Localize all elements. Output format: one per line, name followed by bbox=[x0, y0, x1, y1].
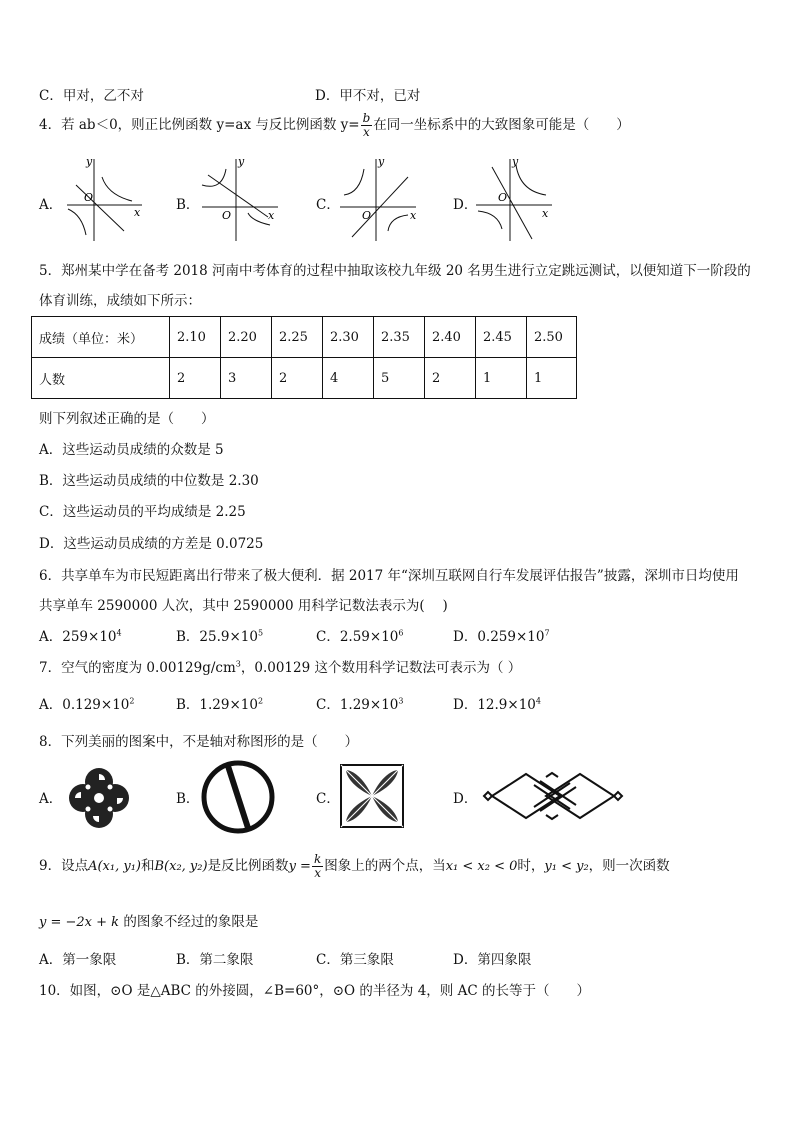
q8-option-a-label: A． bbox=[39, 791, 63, 807]
q9-text-4: 图象上的两个点，当 bbox=[324, 858, 446, 874]
q4-graph-b-origin-label: O bbox=[222, 209, 232, 222]
q4-option-d-label: D． bbox=[453, 197, 478, 213]
q4-graph-b-y-label: y bbox=[238, 155, 245, 168]
q6-option-b bbox=[176, 625, 263, 645]
q5-count-cell: 1 bbox=[527, 358, 577, 399]
q9-text-6: ，则一次函数 bbox=[588, 858, 670, 874]
table-row bbox=[32, 317, 577, 358]
q7-option-b bbox=[176, 693, 263, 713]
q6-option-c bbox=[316, 625, 403, 645]
q9-function-lhs: y = bbox=[288, 859, 311, 874]
q6-option-b-exponent: 5 bbox=[257, 628, 264, 638]
q4-graph-a-origin-label: O bbox=[84, 191, 94, 204]
q5-score-cell: 2.10 bbox=[170, 317, 221, 358]
q6-option-c-base: C．2.59×10 bbox=[316, 629, 399, 645]
q9-linear-function: y = −2x + k bbox=[39, 915, 120, 930]
q5-count-cell: 5 bbox=[374, 358, 425, 399]
q6-option-d-exponent: 7 bbox=[544, 628, 550, 638]
q7-option-a-base: A．0.129×10 bbox=[39, 697, 130, 713]
q5-score-cell: 2.35 bbox=[374, 317, 425, 358]
q4-graph-b bbox=[198, 155, 282, 245]
q5-score-cell: 2.50 bbox=[527, 317, 577, 358]
q5-option-d: D．这些运动员成绩的方差是 0.0725 bbox=[39, 536, 264, 552]
q5-stem-line1: 5．郑州某中学在备考 2018 河南中考体育的过程中抽取该校九年级 20 名男生进行立定跳远测试，以便知道下一阶段的 bbox=[39, 263, 751, 279]
q9-fraction-denominator: x bbox=[314, 866, 321, 880]
q5-score-cell: 2.45 bbox=[476, 317, 527, 358]
q9-stem-line1 bbox=[39, 853, 670, 880]
q8-pattern-a-knot bbox=[66, 765, 132, 831]
q4-graph-d-x-label: x bbox=[542, 207, 549, 220]
q5-score-table bbox=[31, 316, 577, 399]
q5-question: 则下列叙述正确的是（ ） bbox=[39, 411, 215, 427]
q4-graph-a bbox=[62, 155, 146, 245]
q5-header-count: 人数 bbox=[32, 358, 170, 399]
q9-condition-x: x₁ < x₂ < 0 bbox=[445, 859, 518, 874]
q9-text-7: 的图象不经过的象限是 bbox=[119, 914, 259, 930]
q6-option-b-base: B．25.9×10 bbox=[176, 629, 258, 645]
q6-option-d-base: D．0.259×10 bbox=[453, 629, 545, 645]
q4-graph-c-y-label: y bbox=[378, 155, 385, 168]
q4-fraction-numerator: b bbox=[362, 111, 371, 125]
q9-option-d: D．第四象限 bbox=[453, 952, 532, 968]
q4-graph-a-x-label: x bbox=[134, 206, 141, 219]
q9-text-5: 时， bbox=[517, 858, 545, 874]
q4-graph-d bbox=[472, 155, 556, 245]
q4-stem-part2: 在同一坐标系中的大致图象可能是（ ） bbox=[373, 117, 630, 133]
q5-header-scores: 成绩（单位：米） bbox=[32, 317, 170, 358]
q5-score-cell: 2.30 bbox=[323, 317, 374, 358]
q3-option-c: C．甲对，乙不对 bbox=[39, 88, 144, 104]
q8-stem: 8．下列美丽的图案中，不是轴对称图形的是（ ） bbox=[39, 734, 359, 750]
q9-option-c: C．第三象限 bbox=[316, 952, 394, 968]
q8-option-d-label: D． bbox=[453, 791, 478, 807]
q4-stem bbox=[39, 112, 630, 139]
q5-count-cell: 2 bbox=[170, 358, 221, 399]
q6-stem-line1: 6．共享单车为市民短距离出行带来了极大便利．据 2017 年“深圳互联网自行车发展评估报告”披露，深圳市日均使用 bbox=[39, 568, 739, 584]
q8-option-b-label: B． bbox=[176, 791, 200, 807]
q10-stem: 10．如图，⊙O 是△ABC 的外接圆，∠B=60°，⊙O 的半径为 4，则 AC 的长等于（ ） bbox=[39, 983, 590, 999]
q7-option-a bbox=[39, 693, 134, 713]
q4-fraction-denominator: x bbox=[363, 125, 370, 139]
q5-count-cell: 2 bbox=[425, 358, 476, 399]
q8-pattern-c-square-petals bbox=[340, 764, 404, 828]
q7-option-a-exponent: 2 bbox=[129, 696, 135, 706]
q4-stem-part1: 4．若 ab＜0，则正比例函数 y=ax 与反比例函数 y= bbox=[39, 117, 360, 133]
q9-fraction-numerator: k bbox=[313, 852, 322, 866]
q6-stem-line2: 共享单车 2590000 人次，其中 2590000 用科学记数法表示为( ) bbox=[39, 598, 448, 614]
q5-count-cell: 1 bbox=[476, 358, 527, 399]
q6-option-d bbox=[453, 625, 550, 645]
q6-option-a bbox=[39, 625, 122, 645]
q9-text-1: 9．设点 bbox=[39, 858, 89, 874]
q5-option-b: B．这些运动员成绩的中位数是 2.30 bbox=[39, 473, 259, 489]
q9-text-2: 和 bbox=[141, 858, 155, 874]
q7-option-c bbox=[316, 693, 403, 713]
q4-option-b-label: B． bbox=[176, 197, 200, 213]
q4-graph-c-origin-label: O bbox=[362, 209, 372, 222]
q7-stem-exponent: 3 bbox=[235, 659, 241, 669]
q7-option-c-base: C．1.29×10 bbox=[316, 697, 399, 713]
q7-option-d-base: D．12.9×10 bbox=[453, 697, 536, 713]
q7-option-d bbox=[453, 693, 541, 713]
q9-point-a: A(x₁, y₁) bbox=[88, 859, 141, 874]
q5-count-cell: 2 bbox=[272, 358, 323, 399]
q7-stem-part1: 7．空气的密度为 0.00129g/cm bbox=[39, 660, 236, 676]
q7-option-b-base: B．1.29×10 bbox=[176, 697, 258, 713]
q5-count-cell: 4 bbox=[323, 358, 374, 399]
q5-option-a: A．这些运动员成绩的众数是 5 bbox=[39, 442, 224, 458]
q4-graph-b-x-label: x bbox=[268, 209, 275, 222]
q7-option-b-exponent: 2 bbox=[257, 696, 264, 706]
q8-pattern-b-circle-slash bbox=[199, 758, 277, 836]
q3-option-d: D．甲不对，已对 bbox=[315, 88, 421, 104]
q4-graph-c-x-label: x bbox=[410, 209, 417, 222]
q7-option-c-exponent: 3 bbox=[398, 696, 404, 706]
q4-fraction bbox=[361, 112, 373, 139]
q4-option-c-label: C． bbox=[316, 197, 340, 213]
q4-graph-c bbox=[336, 155, 420, 245]
q5-score-cell: 2.25 bbox=[272, 317, 323, 358]
q5-stem-line2: 体育训练，成绩如下所示： bbox=[39, 293, 201, 309]
q8-pattern-d-knot-diamonds bbox=[480, 768, 626, 824]
q7-stem bbox=[39, 656, 521, 676]
q5-score-cell: 2.20 bbox=[221, 317, 272, 358]
q8-option-c-label: C． bbox=[316, 791, 340, 807]
q5-score-cell: 2.40 bbox=[425, 317, 476, 358]
q7-stem-part2: ，0.00129 这个数用科学记数法可表示为（ ） bbox=[240, 660, 522, 676]
q9-condition-y: y₁ < y₂ bbox=[544, 859, 589, 874]
q9-option-b: B．第二象限 bbox=[176, 952, 254, 968]
q6-option-c-exponent: 6 bbox=[398, 628, 404, 638]
q9-option-a: A．第一象限 bbox=[39, 952, 117, 968]
q9-text-3: 是反比例函数 bbox=[207, 858, 289, 874]
q7-option-d-exponent: 4 bbox=[535, 696, 541, 706]
q5-count-cell: 3 bbox=[221, 358, 272, 399]
table-row bbox=[32, 358, 577, 399]
q6-option-a-base: A．259×10 bbox=[39, 629, 117, 645]
q6-option-a-exponent: 4 bbox=[116, 628, 122, 638]
q5-option-c: C．这些运动员的平均成绩是 2.25 bbox=[39, 504, 246, 520]
q9-stem-line2 bbox=[39, 910, 258, 930]
q4-graph-a-y-label: y bbox=[86, 155, 93, 168]
q4-option-a-label: A． bbox=[39, 197, 63, 213]
q4-graph-d-origin-label: O bbox=[498, 191, 508, 204]
q9-point-b: B(x₂, y₂) bbox=[154, 859, 208, 874]
q9-fraction bbox=[312, 853, 323, 880]
q4-graph-d-y-label: y bbox=[512, 155, 519, 168]
